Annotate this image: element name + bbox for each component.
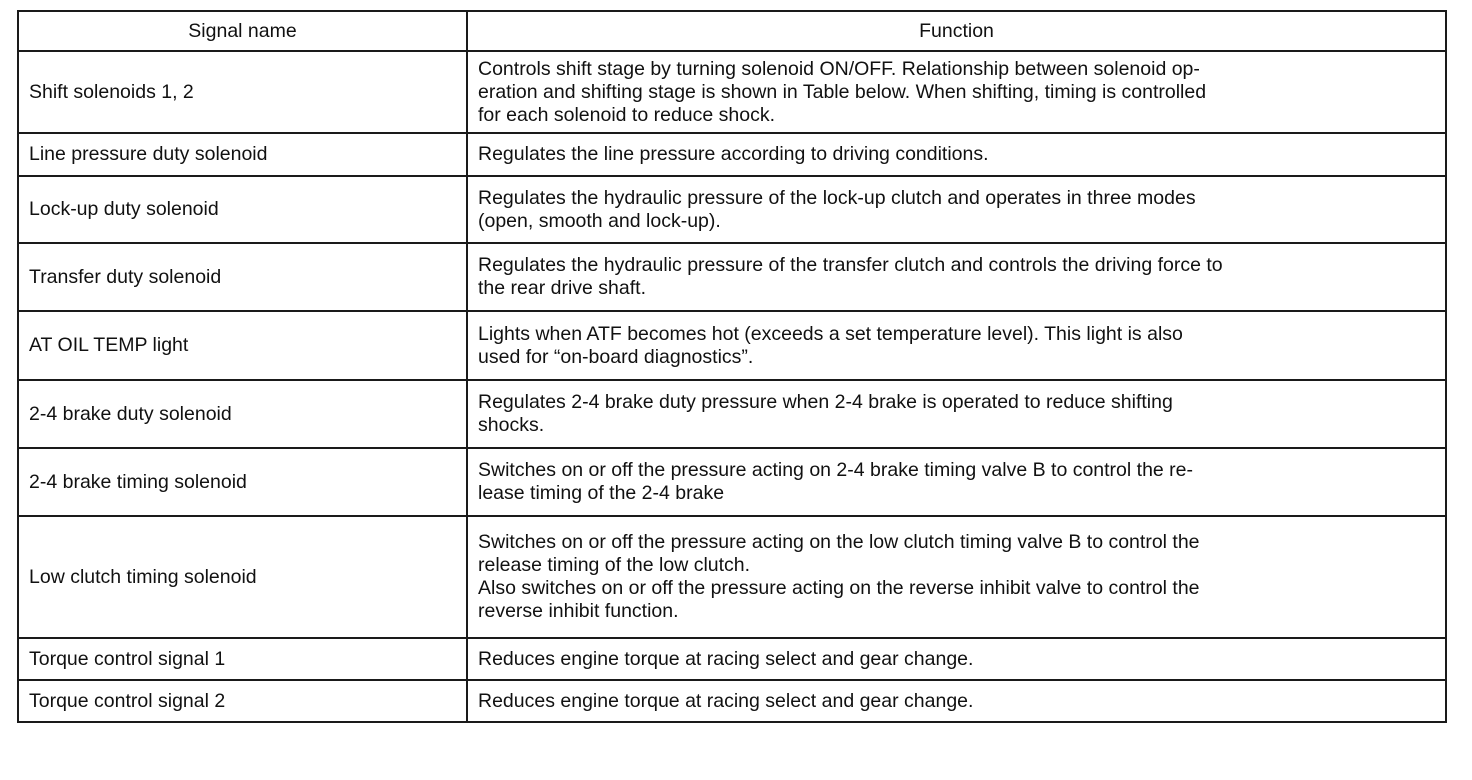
function-line: Regulates the hydraulic pressure of the transfer clutch and controls the driving force to xyxy=(478,254,1223,276)
function-line: Also switches on or off the pressure acting on the reverse inhibit valve to control the xyxy=(478,577,1200,599)
table-row xyxy=(18,380,1446,448)
function-line: Reduces engine torque at racing select and gear change. xyxy=(478,689,974,712)
signal-function-table-container xyxy=(17,10,1445,723)
function-line: reverse inhibit function. xyxy=(478,600,679,622)
function-cell xyxy=(467,311,1446,380)
function-cell xyxy=(467,516,1446,638)
header-function: Function xyxy=(467,11,1446,51)
table-row xyxy=(18,51,1446,133)
function-line: used for “on-board diagnostics”. xyxy=(478,345,754,368)
function-line: lease timing of the 2-4 brake xyxy=(478,482,725,504)
signal-name-cell: Transfer duty solenoid xyxy=(18,243,467,311)
function-line: Switches on or off the pressure acting on 2-4 brake timing valve B to control the re- xyxy=(478,459,1194,481)
signal-function-table xyxy=(17,10,1447,723)
function-line: Lights when ATF becomes hot (exceeds a set temperature level). This light is also xyxy=(478,322,1183,345)
function-line: eration and shifting stage is shown in Table below. When shifting, timing is controlled xyxy=(478,80,1207,103)
signal-name-cell: 2-4 brake duty solenoid xyxy=(18,380,467,448)
function-line: shocks. xyxy=(478,414,545,436)
function-line: Regulates the hydraulic pressure of the lock-up clutch and operates in three modes xyxy=(478,186,1196,209)
function-cell xyxy=(467,176,1446,243)
function-cell xyxy=(467,638,1446,680)
signal-name-cell: 2-4 brake timing solenoid xyxy=(18,448,467,516)
function-line: Switches on or off the pressure acting on the low clutch timing valve B to control the xyxy=(478,531,1200,553)
function-line: release timing of the low clutch. xyxy=(478,554,751,576)
signal-name-cell: Shift solenoids 1, 2 xyxy=(18,51,467,133)
function-line: (open, smooth and lock-up). xyxy=(478,209,721,232)
function-cell xyxy=(467,380,1446,448)
table-body xyxy=(18,51,1446,722)
table-header-row xyxy=(18,11,1446,51)
table-row xyxy=(18,243,1446,311)
table-row xyxy=(18,311,1446,380)
table-row xyxy=(18,680,1446,722)
function-line: Controls shift stage by turning solenoid ON/OFF. Relationship between solenoid op- xyxy=(478,57,1200,80)
function-line: Regulates 2-4 brake duty pressure when 2-4 brake is operated to reduce shifting xyxy=(478,391,1173,413)
signal-name-cell: Torque control signal 2 xyxy=(18,680,467,722)
table-row xyxy=(18,176,1446,243)
table-row xyxy=(18,133,1446,176)
function-cell xyxy=(467,448,1446,516)
function-cell xyxy=(467,51,1446,133)
signal-name-cell: Lock-up duty solenoid xyxy=(18,176,467,243)
function-cell xyxy=(467,133,1446,176)
header-signal-name: Signal name xyxy=(18,11,467,51)
table-row xyxy=(18,448,1446,516)
table-row xyxy=(18,638,1446,680)
signal-name-cell: Line pressure duty solenoid xyxy=(18,133,467,176)
function-line: the rear drive shaft. xyxy=(478,277,646,299)
function-cell xyxy=(467,243,1446,311)
function-cell xyxy=(467,680,1446,722)
signal-name-cell: Low clutch timing solenoid xyxy=(18,516,467,638)
table-row xyxy=(18,516,1446,638)
signal-name-cell: Torque control signal 1 xyxy=(18,638,467,680)
signal-name-cell: AT OIL TEMP light xyxy=(18,311,467,380)
function-line: Reduces engine torque at racing select and gear change. xyxy=(478,647,974,670)
function-line: for each solenoid to reduce shock. xyxy=(478,103,776,126)
function-line: Regulates the line pressure according to driving conditions. xyxy=(478,143,989,165)
